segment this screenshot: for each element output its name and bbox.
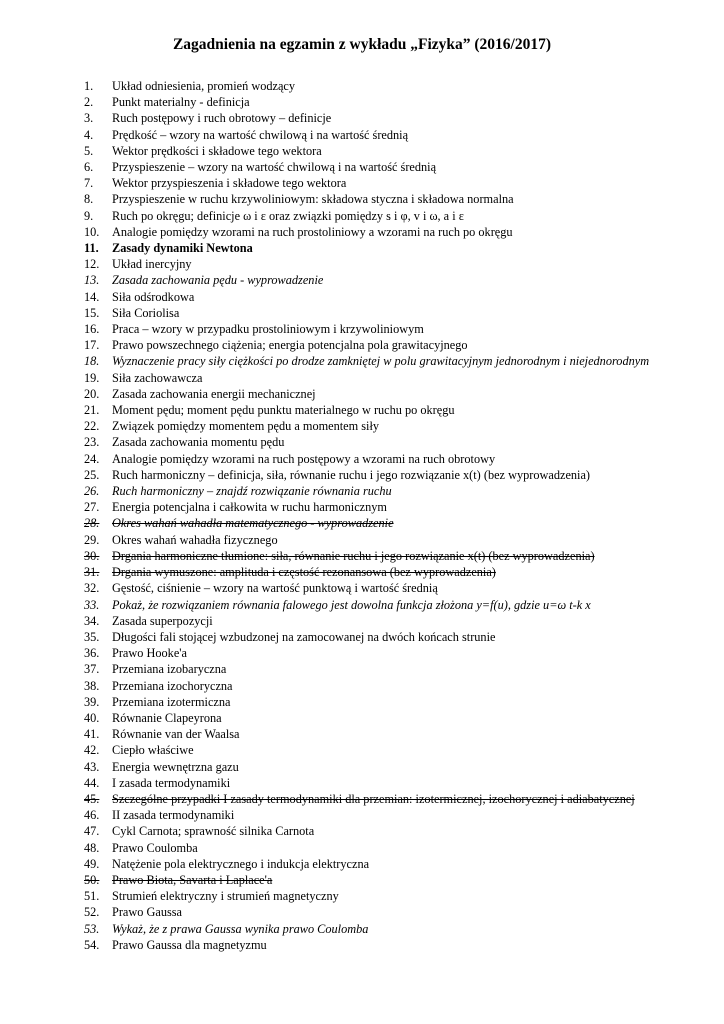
list-item (84, 451, 684, 467)
list-item-text: Zasada zachowania energii mechanicznej (112, 386, 316, 401)
list-item (84, 807, 684, 823)
list-item-text: Wektor przyspieszenia i składowe tego wektora (112, 176, 347, 191)
list-item-number: 43. (84, 759, 100, 774)
list-item-text: Zasada zachowania pędu - wyprowadzenie (112, 273, 324, 288)
list-item-number: 17. (84, 338, 100, 353)
list-item (84, 548, 684, 564)
list-item (84, 921, 684, 937)
list-item-text: Punkt materialny - definicja (112, 95, 250, 110)
list-item-number: 28. (84, 516, 100, 531)
list-item (84, 256, 684, 272)
list-item-number: 27. (84, 500, 100, 515)
list-item-number: 23. (84, 435, 100, 450)
list-item-text: Energia wewnętrzna gazu (112, 759, 239, 774)
list-item-number: 48. (84, 840, 100, 855)
list-item-text: Analogie pomiędzy wzorami na ruch postępowy a wzorami na ruch obrotowy (112, 451, 496, 466)
list-item-text: Prawo Hooke'a (112, 646, 187, 661)
list-item (84, 434, 684, 450)
list-item (84, 208, 684, 224)
list-item-number: 3. (84, 111, 94, 126)
list-item-text: Moment pędu; moment pędu punktu materialnego w ruchu po okręgu (112, 403, 455, 418)
list-item-number: 4. (84, 127, 94, 142)
list-item-number: 16. (84, 322, 100, 337)
list-item-text: Związek pomiędzy momentem pędu a momentem siły (112, 419, 380, 434)
list-item-number: 41. (84, 727, 100, 742)
list-item-text: Siła Coriolisa (112, 305, 180, 320)
list-item-text: Zasada superpozycji (112, 613, 213, 628)
list-item-number: 31. (84, 565, 100, 580)
list-item-number: 42. (84, 743, 100, 758)
list-item (84, 127, 684, 143)
list-item (84, 791, 684, 807)
list-item (84, 532, 684, 548)
list-item-text: Strumień elektryczny i strumień magnetyczny (112, 889, 339, 904)
list-item-text: Okres wahań wahadła fizycznego (112, 532, 278, 547)
list-item (84, 321, 684, 337)
list-item (84, 597, 684, 613)
list-item (84, 418, 684, 434)
list-item (84, 888, 684, 904)
list-item-number: 45. (84, 791, 100, 806)
list-item-text: Drgania harmoniczne tłumione: siła, równanie ruchu i jego rozwiązanie x(t) (bez wyprowadzenia) (112, 548, 595, 563)
list-item-text: Okres wahań wahadła matematycznego - wyprowadzenie (112, 516, 394, 531)
list-item (84, 742, 684, 758)
list-item (84, 580, 684, 596)
list-item-number: 40. (84, 710, 100, 725)
list-item-text: Zasady dynamiki Newtona (112, 241, 253, 256)
list-item-text: Prawo Biota, Savarta i Laplace'a (112, 872, 273, 887)
list-item (84, 272, 684, 288)
list-item-number: 24. (84, 451, 100, 466)
topic-list (84, 78, 684, 953)
list-item-text: Gęstość, ciśnienie – wzory na wartość punktową i wartość średnią (112, 581, 438, 596)
list-item-text: Długości fali stojącej wzbudzonej na zamocowanej na dwóch końcach strunie (112, 629, 496, 644)
list-item (84, 240, 684, 256)
list-item-number: 21. (84, 403, 100, 418)
list-item (84, 613, 684, 629)
list-item-number: 34. (84, 613, 100, 628)
list-item (84, 645, 684, 661)
list-item-number: 44. (84, 775, 100, 790)
list-item-text: Przemiana izotermiczna (112, 694, 231, 709)
list-item-text: Wyznaczenie pracy siły ciężkości po drodze zamkniętej w polu grawitacyjnym jednorodnym i niejednorodnym (112, 354, 650, 369)
list-item-number: 5. (84, 143, 94, 158)
list-item-text: II zasada termodynamiki (112, 808, 235, 823)
list-item-text: I zasada termodynamiki (112, 775, 231, 790)
list-item (84, 78, 684, 94)
list-item-text: Równanie van der Waalsa (112, 727, 240, 742)
list-item-text: Siła zachowawcza (112, 370, 203, 385)
list-item-number: 6. (84, 160, 94, 175)
list-item-number: 7. (84, 176, 94, 191)
list-item-number: 37. (84, 662, 100, 677)
list-item (84, 661, 684, 677)
list-item (84, 159, 684, 175)
list-item-text: Pokaż, że rozwiązaniem równania falowego jest dowolna funkcja złożona y=f(u), gdzie u=ω t-k x (112, 597, 591, 612)
list-item-text: Prawo Gaussa (112, 905, 183, 920)
list-item-text: Drgania wymuszone: amplituda i częstość rezonansowa (bez wyprowadzenia) (112, 565, 496, 580)
list-item-text: Ruch harmoniczny – definicja, siła, równanie ruchu i jego rozwiązanie x(t) (bez wyprowadzenia) (112, 467, 591, 482)
list-item (84, 402, 684, 418)
list-item (84, 467, 684, 483)
list-item-number: 35. (84, 629, 100, 644)
list-item-number: 29. (84, 532, 100, 547)
list-item (84, 872, 684, 888)
list-item (84, 337, 684, 353)
list-item-number: 51. (84, 889, 100, 904)
list-item (84, 191, 684, 207)
list-item (84, 143, 684, 159)
list-item-number: 46. (84, 808, 100, 823)
list-item (84, 710, 684, 726)
list-item (84, 694, 684, 710)
list-item-number: 39. (84, 694, 100, 709)
list-item-text: Analogie pomiędzy wzorami na ruch prostoliniowy a wzorami na ruch po okręgu (112, 224, 513, 239)
list-item-text: Prawo Gaussa dla magnetyzmu (112, 937, 267, 952)
list-item-number: 22. (84, 419, 100, 434)
list-item-text: Zasada zachowania momentu pędu (112, 435, 285, 450)
list-item (84, 499, 684, 515)
list-item (84, 564, 684, 580)
list-item-number: 9. (84, 208, 94, 223)
list-item-number: 25. (84, 467, 100, 482)
list-item-number: 14. (84, 289, 100, 304)
list-item-text: Układ inercyjny (112, 257, 192, 272)
list-item (84, 823, 684, 839)
list-item (84, 726, 684, 742)
list-item-text: Ruch postępowy i ruch obrotowy – definicje (112, 111, 332, 126)
list-item (84, 353, 684, 369)
list-item-number: 47. (84, 824, 100, 839)
list-item (84, 305, 684, 321)
list-item (84, 856, 684, 872)
list-item-number: 13. (84, 273, 100, 288)
list-item (84, 775, 684, 791)
list-item-text: Siła odśrodkowa (112, 289, 195, 304)
list-item-text: Przemiana izochoryczna (112, 678, 233, 693)
list-item (84, 515, 684, 531)
list-item-text: Przemiana izobaryczna (112, 662, 227, 677)
list-item-number: 10. (84, 224, 100, 239)
list-item (84, 840, 684, 856)
list-item-number: 52. (84, 905, 100, 920)
list-item-text: Praca – wzory w przypadku prostoliniowym i krzywoliniowym (112, 322, 424, 337)
list-item (84, 289, 684, 305)
list-item-number: 18. (84, 354, 100, 369)
list-item-text: Prawo powszechnego ciążenia; energia potencjalna pola grawitacyjnego (112, 338, 468, 353)
list-item-number: 20. (84, 386, 100, 401)
list-item-number: 11. (84, 241, 99, 256)
list-item (84, 937, 684, 953)
list-item (84, 110, 684, 126)
document-title: Zagadnienia na egzamin z wykładu „Fizyka” (2016/2017) (172, 36, 552, 53)
list-item-text: Układ odniesienia, promień wodzący (112, 79, 296, 93)
list-item-number: 54. (84, 937, 100, 952)
list-item-number: 50. (84, 872, 100, 887)
list-item (84, 175, 684, 191)
list-item-number: 33. (84, 597, 100, 612)
list-item (84, 629, 684, 645)
list-item-number: 53. (84, 921, 100, 936)
list-item-text: Natężenie pola elektrycznego i indukcja elektryczna (112, 856, 370, 871)
list-item-text: Równanie Clapeyrona (112, 710, 222, 725)
list-item-number: 38. (84, 678, 100, 693)
list-item (84, 678, 684, 694)
list-item-text: Przyspieszenie – wzory na wartość chwilową i na wartość średnią (112, 160, 437, 175)
list-item-number: 1. (84, 79, 94, 93)
list-item (84, 386, 684, 402)
list-item-number: 12. (84, 257, 100, 272)
list-item-text: Cykl Carnota; sprawność silnika Carnota (112, 824, 315, 839)
list-item (84, 759, 684, 775)
list-item-text: Ruch harmoniczny – znajdź rozwiązanie równania ruchu (112, 484, 392, 499)
list-item-text: Szczególne przypadki I zasady termodynamiki dla przemian: izotermicznej, izochorycznej i adiabatycznej (112, 791, 635, 806)
list-item-number: 2. (84, 95, 94, 110)
list-item-number: 8. (84, 192, 94, 207)
list-item-number: 19. (84, 370, 100, 385)
list-item-text: Wektor prędkości i składowe tego wektora (112, 143, 322, 158)
list-item-text: Przyspieszenie w ruchu krzywoliniowym: składowa styczna i składowa normalna (112, 192, 514, 207)
list-item-text: Prędkość – wzory na wartość chwilową i na wartość średnią (112, 127, 409, 142)
list-item (84, 904, 684, 920)
list-item-text: Wykaż, że z prawa Gaussa wynika prawo Coulomba (112, 921, 369, 936)
list-item (84, 483, 684, 499)
list-item-text: Prawo Coulomba (112, 840, 198, 855)
list-item-text: Ciepło właściwe (112, 743, 194, 758)
list-item (84, 370, 684, 386)
list-item-number: 30. (84, 548, 100, 563)
list-item (84, 94, 684, 110)
list-item-text: Ruch po okręgu; definicje ω i ε oraz związki pomiędzy s i φ, v i ω, a i ε (112, 208, 464, 223)
list-item-text: Energia potencjalna i całkowita w ruchu harmonicznym (112, 500, 387, 515)
list-item (84, 224, 684, 240)
list-item-number: 36. (84, 646, 100, 661)
list-item-number: 49. (84, 856, 100, 871)
list-item-number: 26. (84, 484, 100, 499)
list-item-number: 32. (84, 581, 100, 596)
list-item-number: 15. (84, 305, 100, 320)
